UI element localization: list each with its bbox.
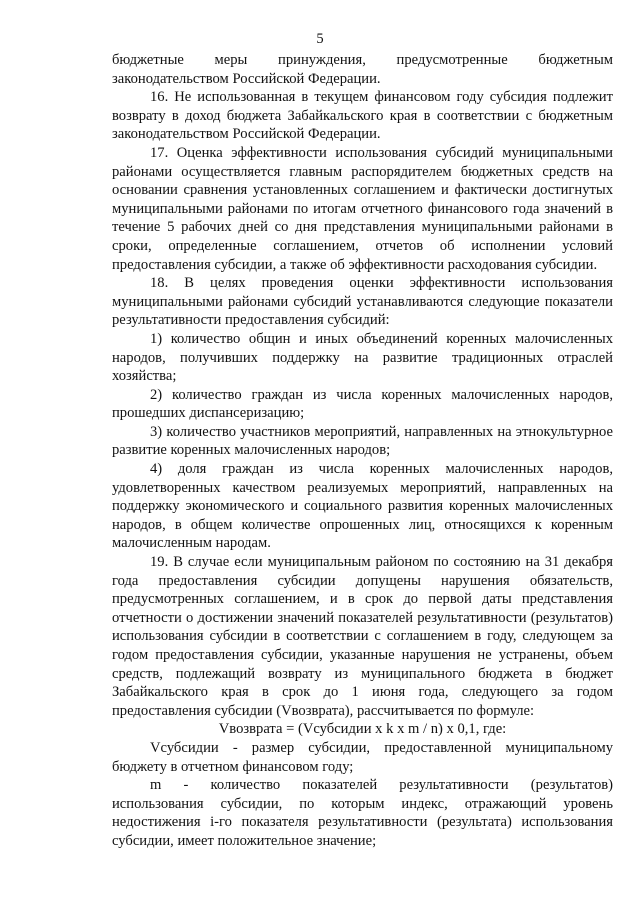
definition-m: m - количество показателей результативности (результатов) использования субсидии, по которым индекс, отражающий уровень недостижения i-го показателя результативности (результата) использования субсидии, имеет положительное значение; <box>112 777 613 849</box>
definition-vsubsidii: Vсубсидии - размер субсидии, предоставленной муниципальному бюджету в отчетном финансовом году; <box>112 739 613 775</box>
document-body <box>112 51 613 851</box>
list-item-1: 1) количество общин и иных объединений коренных малочисленных народов, получивших поддержку на развитие традиционных отраслей хозяйства; <box>112 330 613 385</box>
paragraph-16: 16. Не использованная в текущем финансовом году субсидия подлежит возврату в доход бюджета Забайкальского края в соответствии с бюджетным законодательством Российской Федерации. <box>112 89 613 143</box>
paragraph-19: 19. В случае если муниципальным районом по состоянию на 31 декабря года предоставления субсидии допущены нарушения обязательств, предусмотренных соглашением, и в срок до первой даты представления отчетности о достижении значений показателей результативности (результатов) использования субсидии в соответствии с соглашением в году, следующем за годом предоставления субсидии, указанные нарушения не устранены, объем средств, подлежащий возврату из муниципального бюджета в бюджет Забайкальского края в срок до 1 июня года, следующего за годом предоставления субсидии (Vвозврата), рассчитывается по формуле: <box>112 554 613 719</box>
formula: Vвозврата = (Vсубсидии x k x m / n) x 0,1, где: <box>218 721 507 738</box>
paragraph-17: 17. Оценка эффективности использования субсидий муниципальными районами осуществляется главным распорядителем бюджетных средств на основании сравнения установленных соглашением и фактически достигнутых муниципальными районами по итогам отчетного финансового года значений в течение 5 рабочих дней со дня представления муниципальными районами в сроки, определенные соглашением, отчетов об исполнении условий предоставления субсидии, а также об эффективности расходования субсидии. <box>112 144 613 273</box>
page-number: 5 <box>316 31 324 47</box>
list-item-3: 3) количество участников мероприятий, направленных на этнокультурное развитие коренных малочисленных народов; <box>112 423 613 459</box>
paragraph-18: 18. В целях проведения оценки эффективности использования муниципальными районами субсидий устанавливаются следующие показатели результативности предоставления субсидий: <box>112 275 613 329</box>
paragraph-continuation: бюджетные меры принуждения, предусмотренные бюджетным законодательством Российской Федерации. <box>112 52 613 87</box>
list-item-4: 4) доля граждан из числа коренных малочисленных народов, удовлетворенных качеством реализуемых мероприятий, направленных на поддержку экономического и социального развития коренных малочисленных народов, в общем количестве опрошенных лиц, относящихся к коренным малочисленным народам. <box>112 461 613 552</box>
list-item-2: 2) количество граждан из числа коренных малочисленных народов, прошедших диспансеризацию; <box>112 386 613 422</box>
